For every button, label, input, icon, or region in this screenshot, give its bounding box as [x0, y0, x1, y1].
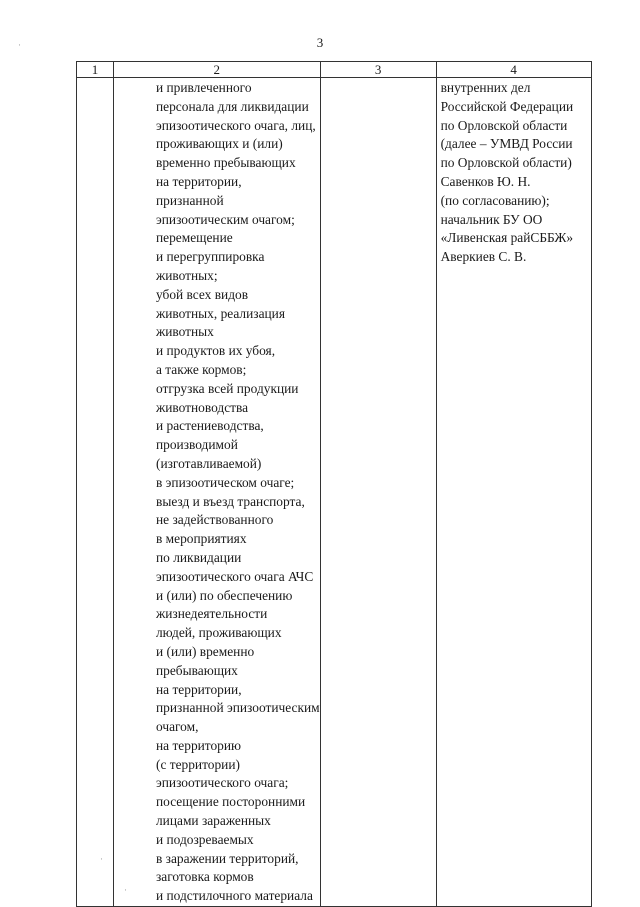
measure-line: и подозреваемых — [156, 831, 254, 847]
measure-line: в эпизоотическом очаге; — [156, 474, 295, 490]
measure-line: признанной — [156, 192, 224, 208]
measure-line: жизнедеятельности — [156, 606, 268, 622]
measure-line: перемещение — [156, 230, 233, 246]
measure-line: признанной эпизоотическим — [156, 700, 320, 716]
responsible-line: по Орловской области — [440, 117, 568, 133]
cell-col-2-measures — [114, 78, 321, 907]
measure-line: и привлеченного — [156, 80, 252, 95]
measures-table — [76, 61, 592, 907]
measure-line: в заражении территорий, — [156, 850, 299, 866]
cell-col-1 — [77, 78, 114, 907]
measure-line: отгрузка всей продукции — [156, 380, 299, 396]
measure-line: (с территории) — [156, 756, 240, 772]
page-number: 3 — [316, 35, 324, 50]
measure-line: и растениеводства, — [156, 418, 264, 434]
measure-line: по ликвидации — [156, 549, 242, 565]
measure-line: эпизоотическим очагом; — [156, 211, 295, 227]
column-header-4: 4 — [436, 62, 591, 78]
measure-line: проживающих и (или) — [156, 136, 283, 152]
measure-line: животных; — [156, 267, 218, 283]
measure-line: персонала для ликвидации — [156, 98, 309, 114]
measure-line: очагом, — [156, 719, 199, 735]
measure-line: посещение посторонними — [156, 794, 306, 810]
scan-speck: · — [124, 885, 127, 895]
responsible-line: Савенков Ю. Н. — [440, 173, 531, 189]
measure-line: заготовка кормов — [156, 869, 254, 885]
measure-line: животных, реализация — [156, 305, 286, 321]
measure-line: (изготавливаемой) — [156, 455, 262, 471]
cell-col-3 — [320, 78, 436, 907]
cell-col-4-responsible — [436, 78, 591, 907]
measure-line: людей, проживающих — [156, 625, 282, 641]
measure-line: и (или) по обеспечению — [156, 587, 293, 603]
measure-line: а также кормов; — [156, 361, 247, 377]
measure-line: и перегруппировка — [156, 249, 265, 265]
column-header-2: 2 — [114, 62, 321, 78]
scan-speck: · — [18, 40, 21, 50]
responsible-line: Аверкиев С. В. — [440, 249, 527, 265]
responsible-line: (далее – УМВД России — [440, 136, 573, 152]
measure-line: эпизоотического очага; — [156, 775, 289, 791]
measure-line: и продуктов их убоя, — [156, 343, 276, 359]
measure-line: эпизоотического очага, лиц, — [156, 117, 316, 133]
measure-line: животноводства — [156, 399, 249, 415]
responsible-line: внутренних дел — [440, 80, 531, 95]
responsible-line: начальник БУ ОО — [440, 211, 543, 227]
measure-line: и (или) временно — [156, 643, 255, 659]
measure-line: на территории, — [156, 681, 242, 697]
responsible-line: по Орловской области) — [440, 155, 572, 171]
table-row — [77, 78, 592, 907]
responsible-line: (по согласованию); — [440, 192, 550, 208]
column-header-1: 1 — [77, 62, 114, 78]
scan-speck: · — [100, 854, 103, 864]
measure-line: эпизоотического очага АЧС — [156, 568, 314, 584]
measure-line: пребывающих — [156, 662, 238, 678]
measure-line: на территорию — [156, 737, 242, 753]
measure-line: убой всех видов — [156, 286, 249, 302]
measure-line: в мероприятиях — [156, 531, 247, 547]
measure-line: лицами зараженных — [156, 813, 271, 829]
measure-line: животных — [156, 324, 214, 340]
responsible-line: Российской Федерации — [440, 98, 574, 114]
table-header-row — [77, 62, 592, 78]
measure-line: временно пребывающих — [156, 155, 296, 171]
measure-line: на территории, — [156, 173, 242, 189]
responsible-line: «Ливенская райСББЖ» — [440, 230, 574, 246]
measure-line: и подстилочного материала — [156, 888, 313, 904]
measure-line: не задействованного — [156, 512, 274, 528]
measure-line: выезд и въезд транспорта, — [156, 493, 305, 509]
column-header-3: 3 — [320, 62, 436, 78]
measure-line: производимой — [156, 437, 238, 453]
